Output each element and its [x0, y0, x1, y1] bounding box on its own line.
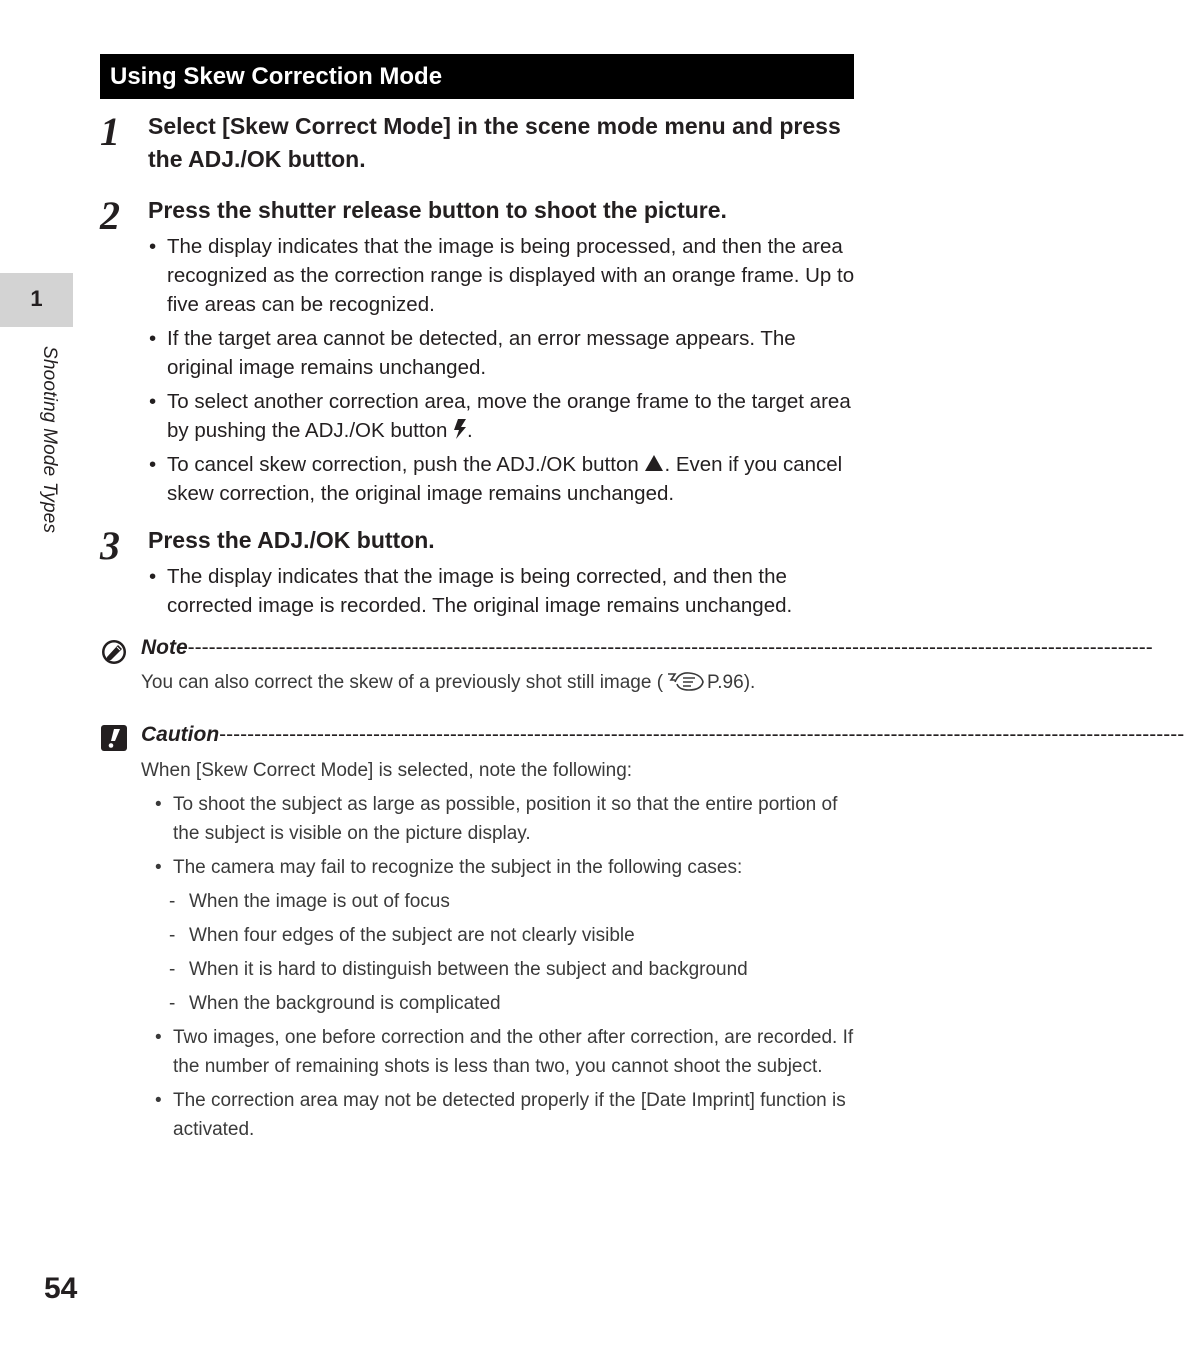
note-label: Note [141, 636, 188, 659]
list-item: • If the target area cannot be detected, an error message appears. The original image remains unchanged. [149, 327, 796, 379]
list-item: • To shoot the subject as large as possible, position it so that the entire portion of the subject is visible on the picture display. [155, 794, 838, 844]
step-2-bullets [146, 232, 858, 513]
up-triangle-icon [644, 454, 664, 472]
step-number-2: 2 [100, 193, 120, 238]
chapter-number: 1 [30, 286, 43, 311]
note-icon [101, 639, 127, 665]
step-2-title: Press the shutter release button to shoot the picture. [148, 197, 727, 223]
caution-label: Caution [141, 723, 220, 746]
list-item: • To cancel skew correction, push the ADJ./OK button . Even if you cancel skew correction, the original image remains unchanged. [149, 453, 843, 505]
list-item: • Two images, one before correction and the other after correction, are recorded. If the number of remaining shots is less than two, you cannot shoot the subject. [155, 1027, 854, 1077]
list-item: • To select another correction area, move the orange frame to the target area by pushing the ADJ./OK button . [149, 390, 851, 442]
list-item: • The camera may fail to recognize the subject in the following cases: - When the image is out of focus - When four edges of the subject are not clearly visible - When it is hard to distinguish between the subject and background - When the background is complicated [152, 853, 857, 1018]
section-title: Using Skew Correction Mode [110, 63, 443, 90]
caution-rule: ------------------------------------------------------------------------------------------------------------------------------------------ [219, 723, 1184, 746]
caution-heading [141, 723, 1184, 751]
sub-list-item: - When the background is complicated [169, 993, 501, 1014]
reference-icon [665, 670, 705, 692]
chapter-title: Shooting Mode Types [39, 346, 60, 534]
caution-bullets [152, 790, 857, 1149]
flash-icon [453, 419, 467, 439]
note-rule: ------------------------------------------------------------------------------------------------------------------------------------------ [187, 636, 1153, 659]
caution-icon [101, 725, 127, 751]
section-header [100, 54, 854, 99]
note-text: You can also correct the skew of a previously shot still image ( P.96). [141, 672, 756, 693]
caution-subitems [169, 887, 857, 1018]
step-3-bullets [146, 562, 858, 625]
sub-list-item: - When the image is out of focus [169, 891, 450, 912]
list-item: • The correction area may not be detected properly if the [Date Imprint] function is activated. [155, 1090, 846, 1140]
step-3-title: Press the ADJ./OK button. [148, 527, 435, 553]
step-number-3: 3 [100, 523, 120, 568]
sub-list-item: - When four edges of the subject are not clearly visible [169, 925, 635, 946]
note-heading [141, 636, 1153, 664]
caution-intro: When [Skew Correct Mode] is selected, note the following: [141, 760, 633, 781]
list-item: • The display indicates that the image is being corrected, and then the corrected image is recorded. The original image remains unchanged. [149, 565, 793, 617]
step-1-title: Select [Skew Correct Mode] in the scene mode menu and press the ADJ./OK button. [148, 113, 841, 172]
step-number-1: 1 [100, 109, 120, 154]
sub-list-item: - When it is hard to distinguish between the subject and background [169, 959, 748, 980]
list-item: • The display indicates that the image is being processed, and then the area recognized as the correction range is displayed with an orange frame. Up to five areas can be recognized. [149, 235, 855, 316]
page-number: 54 [44, 1272, 78, 1305]
